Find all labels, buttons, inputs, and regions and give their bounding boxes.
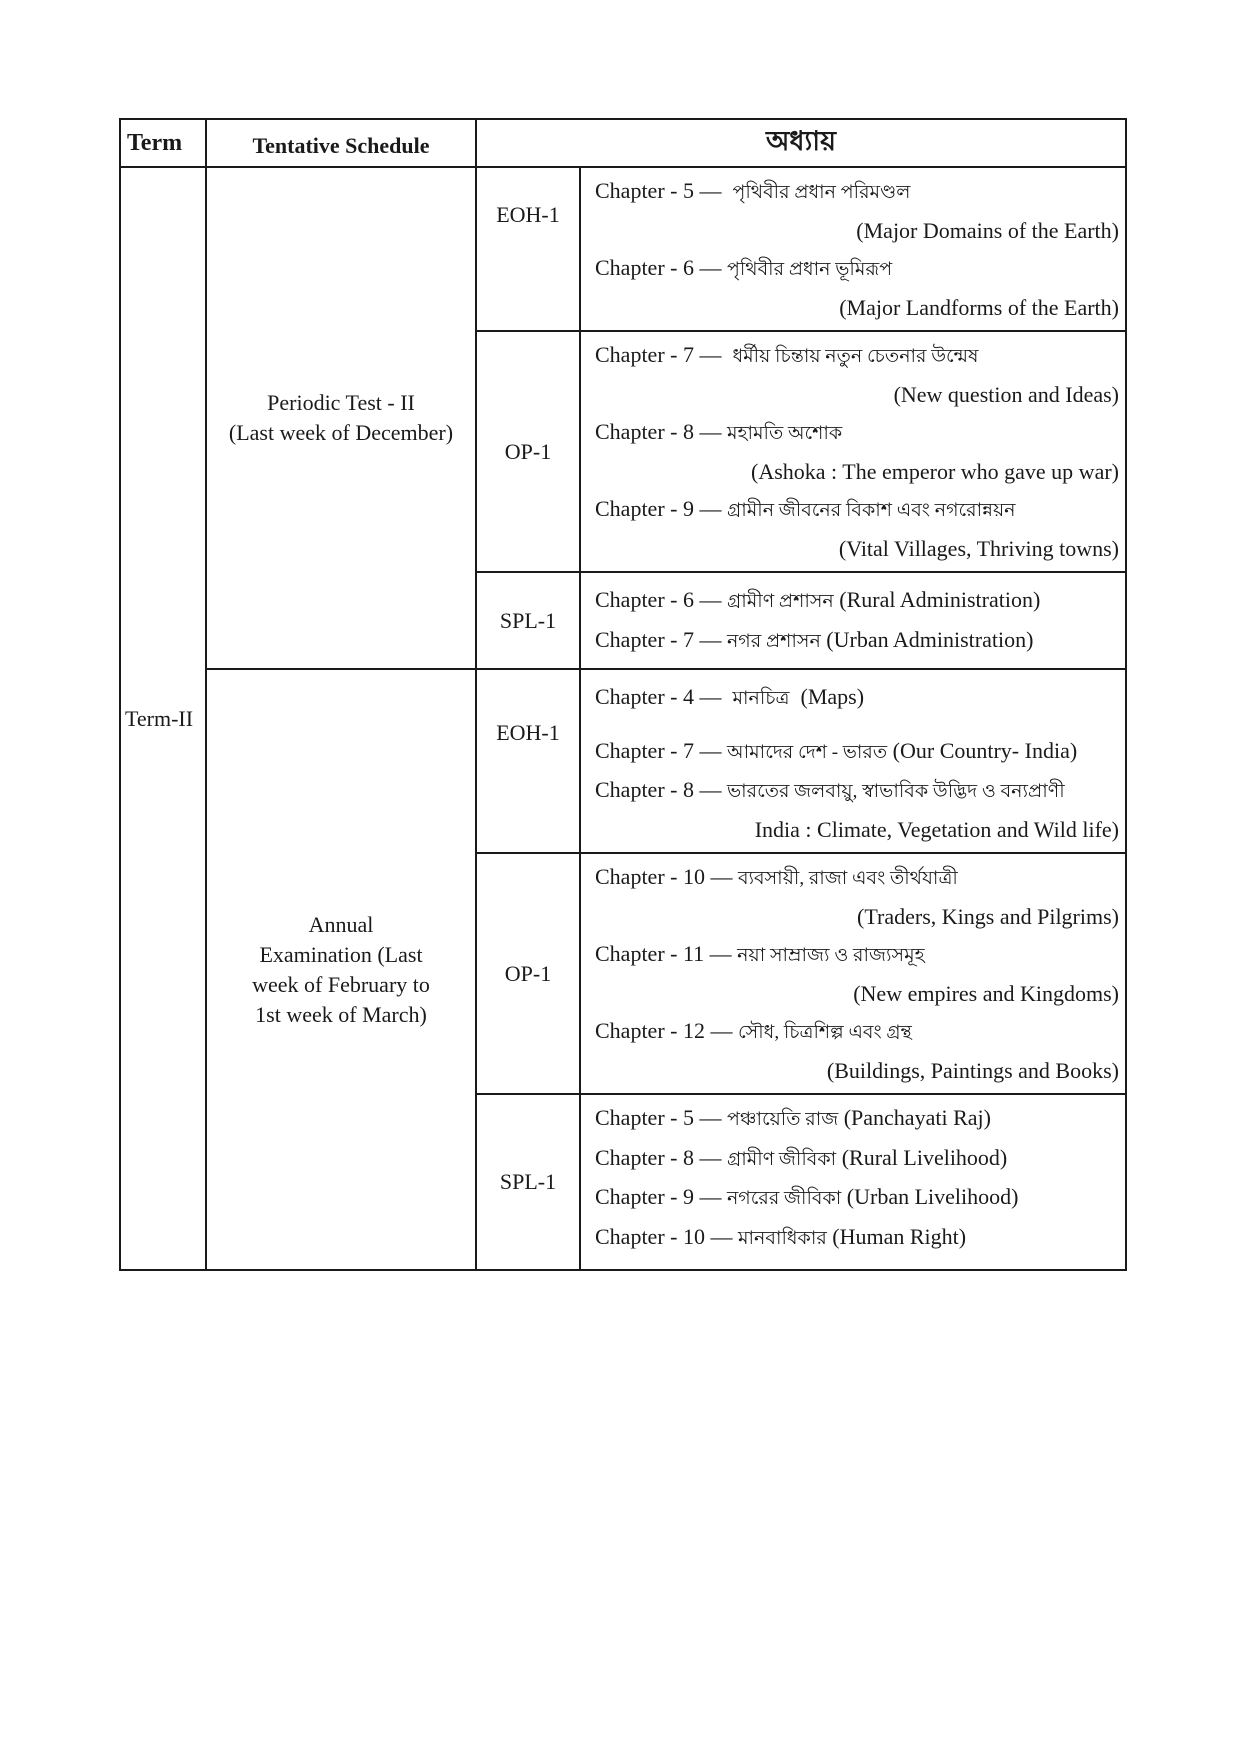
chapter-english-inline: (Our Country- India) <box>892 737 1078 763</box>
term-cell: Term-II <box>120 167 206 1270</box>
schedule-line: Periodic Test - II <box>267 390 415 415</box>
chapter-english: (Ashoka : The emperor who gave up war) <box>751 458 1119 484</box>
chapter-list <box>580 572 1126 669</box>
chapter-prefix: Chapter - 8 — <box>595 777 722 802</box>
header-term: Term <box>120 119 206 167</box>
chapter-list <box>580 1094 1126 1270</box>
chapter-line <box>595 490 1119 530</box>
chapter-english: India : Climate, Vegetation and Wild life) <box>754 816 1119 842</box>
chapter-prefix: Chapter - 9 — <box>595 1184 722 1209</box>
chapter-prefix: Chapter - 4 — <box>595 684 722 709</box>
chapter-line <box>595 1139 1119 1179</box>
chapter-prefix: Chapter - 7 — <box>595 626 722 652</box>
chapter-prefix: Chapter - 8 — <box>595 1144 722 1170</box>
chapter-list <box>580 853 1126 1094</box>
group-code: OP-1 <box>476 853 580 1094</box>
chapter-line <box>595 935 1119 975</box>
chapter-line <box>595 336 1119 376</box>
schedule-line: (Last week of December) <box>228 420 454 445</box>
chapter-english: (Vital Villages, Thriving towns) <box>838 535 1119 561</box>
chapter-prefix: Chapter - 12 — <box>595 1018 733 1043</box>
chapter-list <box>580 331 1126 572</box>
chapter-english: (Major Landforms of the Earth) <box>839 294 1119 320</box>
chapter-prefix: Chapter - 5 — <box>595 178 722 203</box>
chapter-prefix: Chapter - 6 — <box>595 255 722 280</box>
chapter-english: (New empires and Kingdoms) <box>853 980 1119 1006</box>
schedule-cell-periodic-test <box>206 167 476 669</box>
chapter-prefix: Chapter - 9 — <box>595 496 722 521</box>
chapter-prefix: Chapter - 5 — <box>595 1105 722 1130</box>
chapter-bengali: মানচিত্র <box>732 688 790 709</box>
group-code: EOH-1 <box>476 669 580 853</box>
chapter-english-inline: (Urban Administration) <box>826 626 1034 652</box>
chapter-line <box>595 249 1119 289</box>
chapter-bengali: পৃথিবীর প্রধান ভূমিরূপ <box>726 259 893 280</box>
schedule-line: Examination (Last <box>259 941 423 967</box>
chapter-line <box>595 413 1119 453</box>
chapter-bengali: মানবাধিকার <box>737 1227 827 1249</box>
chapter-bengali: গ্রামীন জীবনের বিকাশ এবং নগরোন্নয়ন <box>726 500 1016 521</box>
group-code: SPL-1 <box>476 1094 580 1270</box>
chapter-line <box>595 1099 1119 1139</box>
chapter-prefix: Chapter - 10 — <box>595 1223 733 1249</box>
chapter-line <box>595 771 1119 811</box>
schedule-table <box>119 118 1127 1271</box>
group-code: EOH-1 <box>476 167 580 331</box>
chapter-english-inline: (Panchayati Raj) <box>843 1105 991 1130</box>
chapter-english: (Traders, Kings and Pilgrims) <box>857 903 1119 929</box>
chapter-prefix: Chapter - 10 — <box>595 864 733 889</box>
schedule-cell-annual-exam <box>206 669 476 1270</box>
chapter-prefix: Chapter - 6 — <box>595 587 722 612</box>
chapter-english: (Buildings, Paintings and Books) <box>826 1057 1119 1083</box>
chapter-line <box>595 1218 1119 1258</box>
chapter-prefix: Chapter - 7 — <box>595 737 722 763</box>
group-code: OP-1 <box>476 331 580 572</box>
header-chapters: অধ্যায় <box>476 119 1126 167</box>
schedule-line: week of February to <box>252 971 430 997</box>
chapter-english-inline: (Rural Livelihood) <box>841 1144 1008 1170</box>
chapter-bengali: ব্যবসায়ী, রাজা এবং তীর্থযাত্রী <box>737 868 958 889</box>
chapter-prefix: Chapter - 8 — <box>595 419 722 444</box>
chapter-line <box>595 172 1119 212</box>
chapter-bengali: গ্রামীণ প্রশাসন <box>726 591 834 612</box>
chapter-bengali: পঞ্চায়েতি রাজ <box>726 1109 839 1130</box>
chapter-line <box>595 581 1119 621</box>
chapter-line <box>595 621 1119 661</box>
chapter-list <box>580 167 1126 331</box>
chapter-bengali: নগর প্রশাসন <box>726 630 821 652</box>
chapter-list <box>580 669 1126 853</box>
chapter-bengali: ধর্মীয় চিন্তায় নতুন চেতনার উন্মেষ <box>732 346 979 367</box>
table-row <box>120 669 1126 853</box>
chapter-bengali: ভারতের জলবায়ু, স্বাভাবিক উদ্ভিদ ও বন্যপ্রাণী <box>726 781 1065 802</box>
spacer <box>595 718 1119 732</box>
chapter-english-inline: (Rural Administration) <box>839 587 1041 612</box>
group-code: SPL-1 <box>476 572 580 669</box>
chapter-bengali: সৌধ, চিত্রশিল্প এবং গ্রন্থ <box>737 1022 912 1043</box>
chapter-prefix: Chapter - 7 — <box>595 342 722 367</box>
chapter-english: (Major Domains of the Earth) <box>856 217 1119 243</box>
chapter-bengali: পৃথিবীর প্রধান পরিমণ্ডল <box>732 182 911 203</box>
chapter-line <box>595 678 1119 718</box>
header-row <box>120 119 1126 167</box>
header-schedule: Tentative Schedule <box>206 119 476 167</box>
schedule-line: Annual <box>308 911 374 937</box>
chapter-prefix: Chapter - 11 — <box>595 941 732 966</box>
table-row <box>120 167 1126 331</box>
chapter-english-inline: (Urban Livelihood) <box>846 1184 1019 1209</box>
schedule-page <box>119 118 1125 1271</box>
chapter-bengali: মহামতি অশোক <box>726 423 843 444</box>
chapter-bengali: নগরের জীবিকা <box>726 1188 842 1209</box>
schedule-line: 1st week of March) <box>255 1001 427 1027</box>
chapter-english-inline: (Maps) <box>800 684 865 709</box>
chapter-bengali: আমাদের দেশ - ভারত <box>726 741 888 763</box>
chapter-english: (New question and Ideas) <box>893 381 1119 407</box>
chapter-english-inline: (Human Right) <box>832 1223 967 1249</box>
chapter-bengali: গ্রামীণ জীবিকা <box>726 1148 837 1170</box>
chapter-line <box>595 1012 1119 1052</box>
chapter-bengali: নয়া সাম্রাজ্য ও রাজ্যসমূহ <box>737 945 925 966</box>
chapter-line <box>595 732 1119 772</box>
chapter-line <box>595 1178 1119 1218</box>
chapter-line <box>595 858 1119 898</box>
